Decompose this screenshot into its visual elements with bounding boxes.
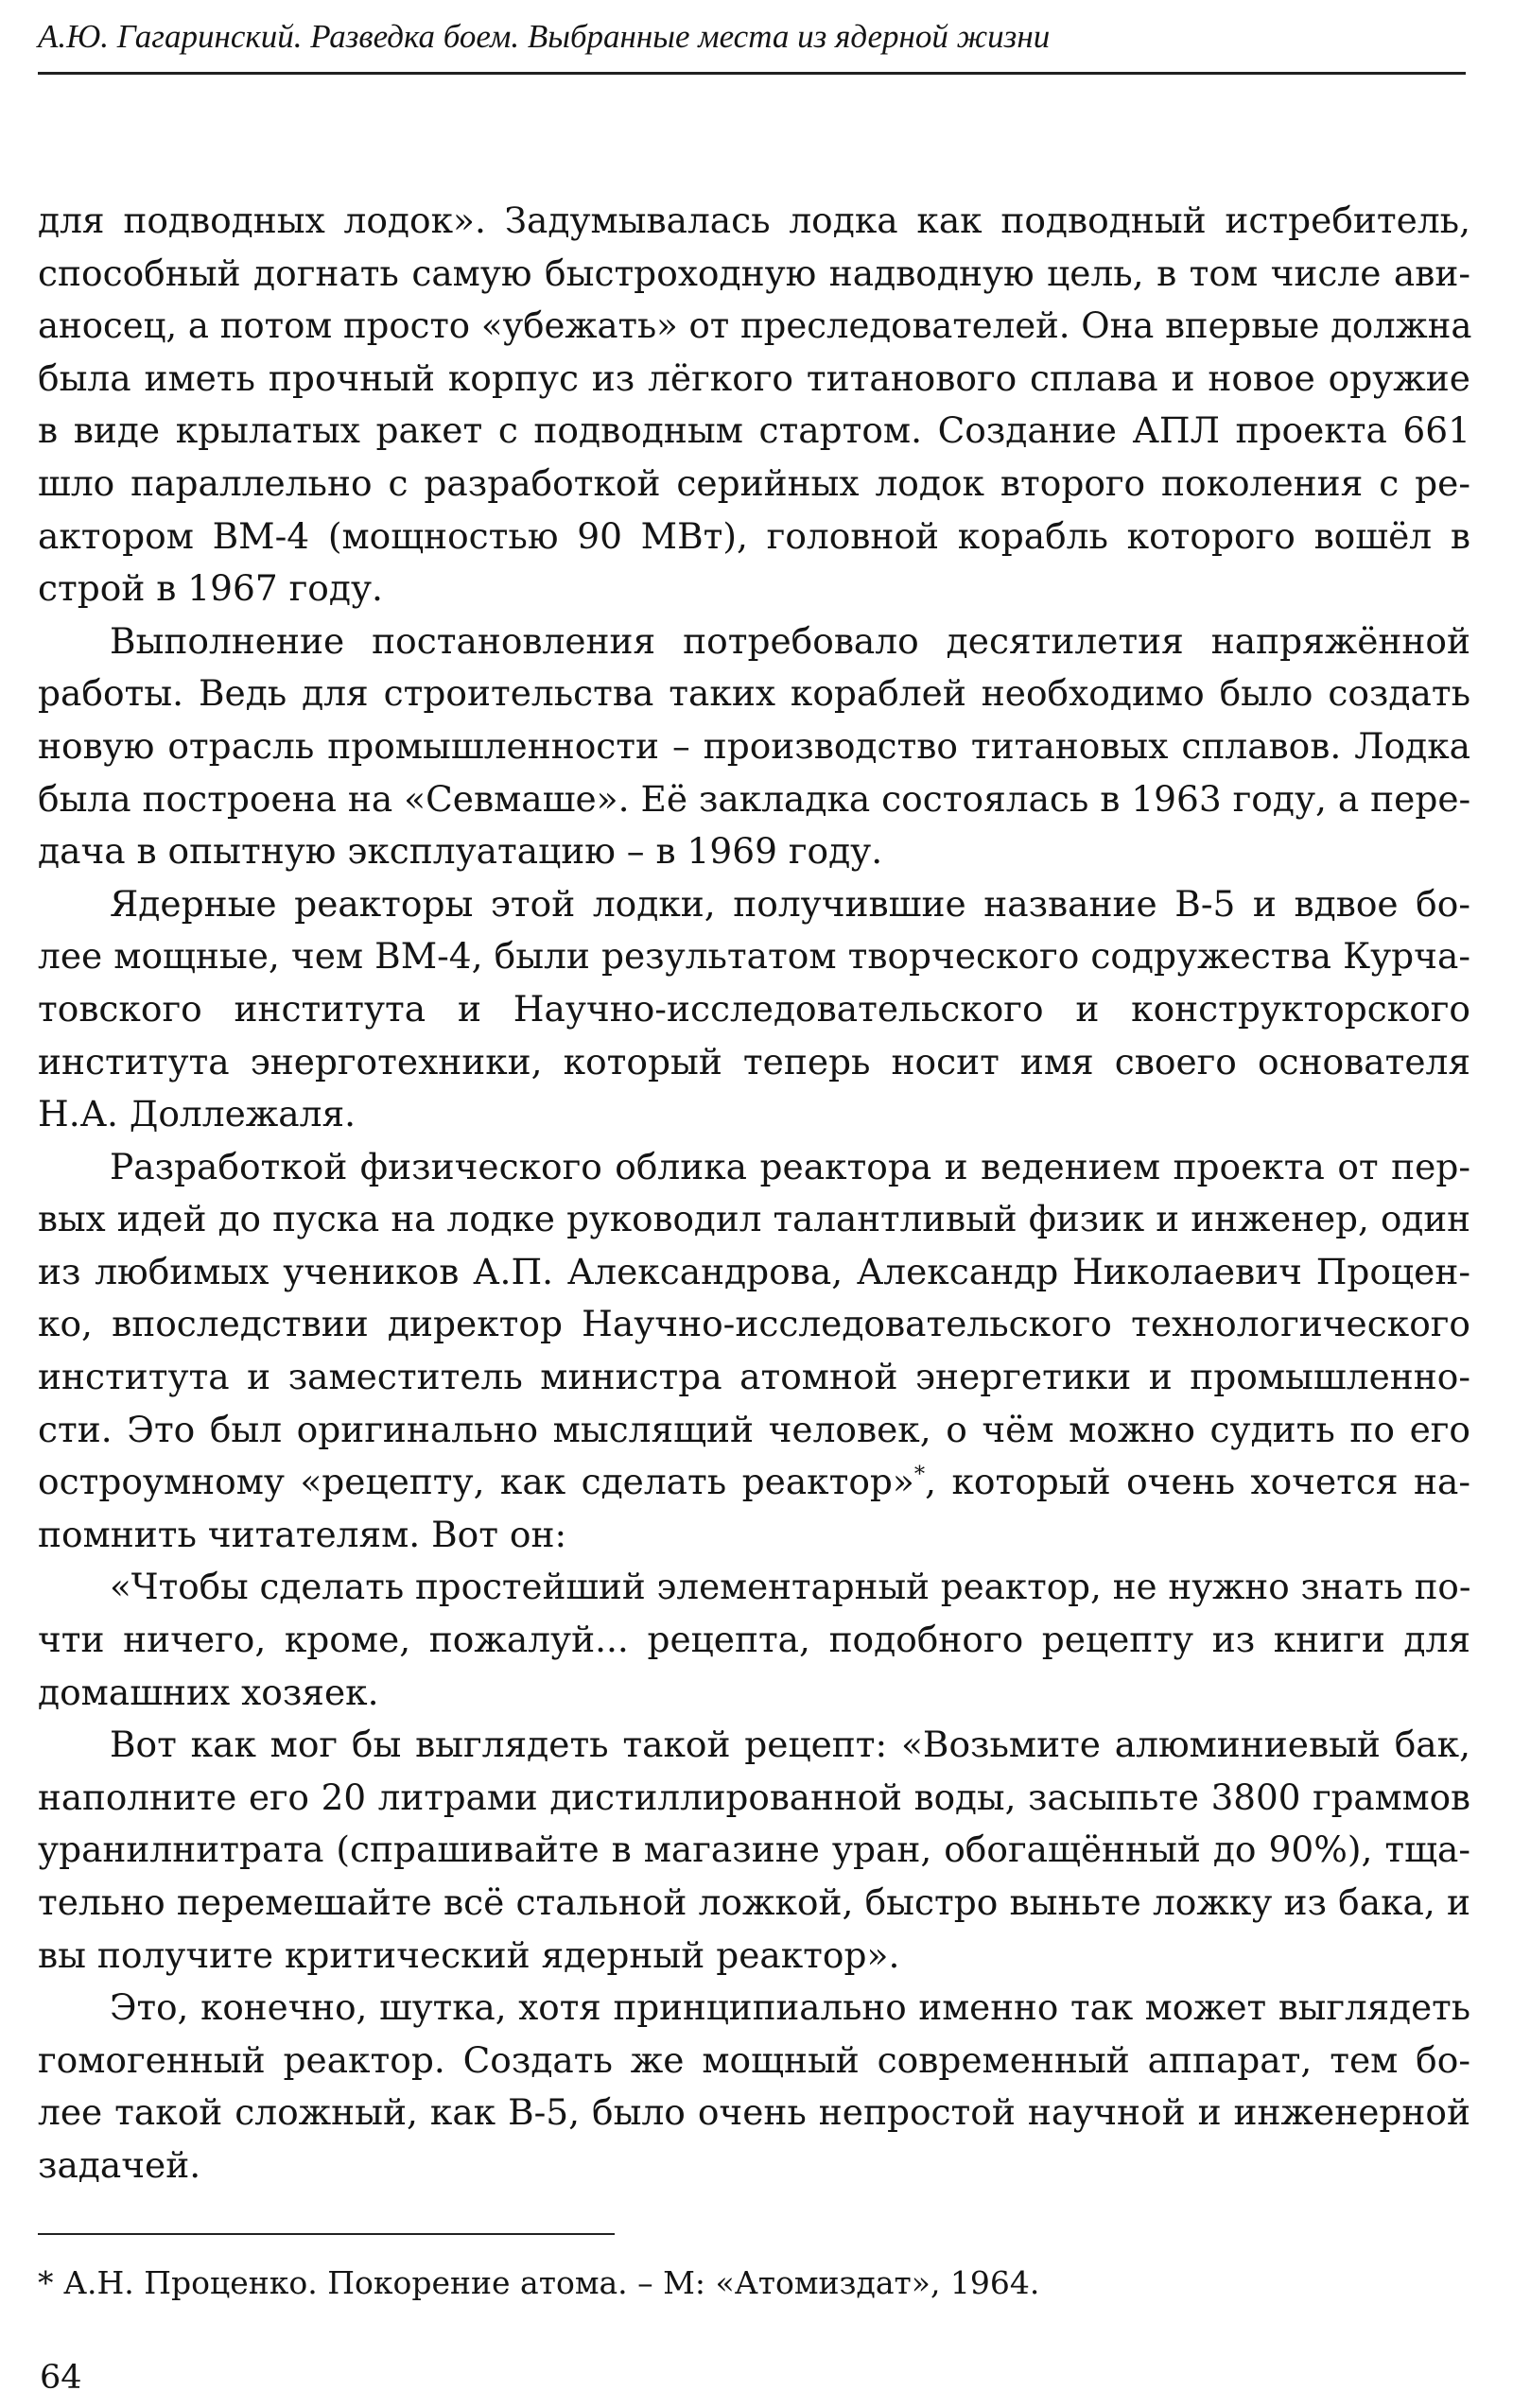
text-line-content: помнить читателям. Вот он:	[38, 1513, 567, 1555]
text-line	[38, 930, 1470, 983]
text-line	[38, 615, 1470, 668]
text-line	[38, 1141, 1470, 1194]
text-line	[38, 2035, 1470, 2088]
text-line	[38, 1404, 1470, 1457]
text-line-content: новую отрасль промышленности – производство титановых сплавов. Лодка	[38, 724, 1470, 767]
page-number: 64	[40, 2359, 82, 2397]
header-rule	[38, 72, 1466, 75]
body-text	[38, 195, 1470, 2192]
text-line-content: Выполнение постановления потребовало десятилетия напряжённой	[110, 619, 1470, 662]
text-line	[38, 1824, 1470, 1877]
text-line	[38, 2087, 1470, 2139]
text-line-content: аносец, а потом просто «убежать» от преследователей. Она впервые должна	[38, 305, 1472, 347]
text-line	[38, 1930, 1470, 1983]
text-line	[38, 511, 1470, 563]
text-line	[38, 1667, 1470, 1720]
text-line	[38, 1877, 1470, 1930]
text-line-content: была иметь прочный корпус из лёгкого титанового сплава и новое оружие	[38, 356, 1470, 399]
text-line-content: строй в 1967 году.	[38, 567, 383, 610]
text-line-content: остроумному «рецепту, как сделать реактор»	[38, 1461, 914, 1503]
text-line	[38, 2139, 1470, 2192]
text-line-content: вы получите критический ядерный реактор».	[38, 1933, 900, 1976]
text-line-content: домашних хозяек.	[38, 1671, 379, 1713]
text-line	[38, 1614, 1470, 1667]
text-line-content: ко, впоследствии директор Научно-исследовательского технологического	[38, 1303, 1470, 1345]
footnote-reference: *	[913, 1462, 926, 1487]
text-line-content: лее такой сложный, как В-5, было очень непростой научной и инженерной	[38, 2091, 1470, 2134]
text-line-content: Н.А. Доллежаля.	[38, 1093, 357, 1135]
text-line	[38, 1036, 1470, 1089]
text-line	[38, 1246, 1470, 1299]
footnote-rule	[38, 2233, 615, 2235]
text-line	[38, 1088, 1470, 1141]
text-line-content: чти ничего, кроме, пожалуй... рецепта, подобного рецепту из книги для	[38, 1619, 1470, 1661]
footnote-text: А.Н. Проценко. Покорение атома. – М: «Атомиздат», 1964.	[63, 2264, 1040, 2301]
text-line-content: в виде крылатых ракет с подводным стартом. Создание АПЛ проекта 661	[38, 409, 1470, 452]
text-line-content: товского института и Научно-исследовательского и конструкторского	[38, 987, 1470, 1030]
text-line-content: уранилнитрата (спрашивайте в магазине уран, обогащённый до 90%), тща-	[38, 1828, 1470, 1871]
text-line-content: института и заместитель министра атомной энергетики и промышленно-	[38, 1356, 1470, 1398]
text-line	[38, 1982, 1470, 2035]
footnote	[38, 2260, 1039, 2307]
text-line	[38, 773, 1470, 826]
text-line	[38, 405, 1470, 458]
text-line	[38, 1772, 1470, 1825]
text-line-continuation: , который очень хочется на-	[925, 1461, 1470, 1503]
text-line-content: института энерготехники, который теперь носит имя своего основателя	[38, 1040, 1470, 1083]
text-line-content: Разработкой физического облика реактора и ведением проекта от пер-	[110, 1145, 1470, 1187]
text-line	[38, 667, 1470, 720]
text-line-content: Вот как мог бы выглядеть такой рецепт: «Возьмите алюминиевый бак,	[110, 1724, 1470, 1766]
text-line	[38, 563, 1470, 615]
text-line	[38, 300, 1470, 353]
text-line-content: гомогенный реактор. Создать же мощный современный аппарат, тем бо-	[38, 2038, 1470, 2081]
text-line-content: «Чтобы сделать простейший элементарный реактор, не нужно знать по-	[110, 1566, 1471, 1608]
footnote-marker: *	[38, 2264, 54, 2301]
text-line-content: вых идей до пуска на лодке руководил талантливый физик и инженер, один	[38, 1198, 1470, 1240]
text-line	[38, 1561, 1470, 1614]
text-line	[38, 1351, 1470, 1404]
text-line-content: для подводных лодок». Задумывалась лодка как подводный истребитель,	[38, 199, 1470, 241]
text-line-content: была построена на «Севмаше». Её закладка состоялась в 1963 году, а пере-	[38, 777, 1471, 820]
text-line-content: наполните его 20 литрами дистиллированной воды, засыпьте 3800 граммов	[38, 1776, 1470, 1818]
text-line-content: способный догнать самую быстроходную надводную цель, в том числе ави-	[38, 251, 1470, 294]
text-line	[38, 720, 1470, 773]
text-line-content: Ядерные реакторы этой лодки, получившие название В-5 и вдвое бо-	[110, 882, 1470, 925]
text-line-content: дача в опытную эксплуатацию – в 1969 году.	[38, 830, 883, 873]
text-line-content: тельно перемешайте всё стальной ложкой, быстро выньте ложку из бака, и	[38, 1881, 1470, 1923]
text-line-content: работы. Ведь для строительства таких кораблей необходимо было создать	[38, 672, 1470, 715]
text-line	[38, 1719, 1470, 1772]
text-line	[38, 195, 1470, 248]
text-line-content: актором ВМ-4 (мощностью 90 МВт), головной корабль которого вошёл в	[38, 514, 1470, 557]
text-line-content: из любимых учеников А.П. Александрова, Александр Николаевич Процен-	[38, 1250, 1470, 1292]
text-line-content: лее мощные, чем ВМ-4, были результатом творческого содружества Курча-	[38, 935, 1470, 978]
text-line	[38, 1193, 1470, 1246]
text-line	[38, 983, 1470, 1036]
text-line	[38, 825, 1470, 878]
text-line-content: шло параллельно с разработкой серийных лодок второго поколения с ре-	[38, 461, 1470, 504]
text-line	[38, 458, 1470, 511]
text-line	[38, 353, 1470, 406]
running-header: А.Ю. Гагаринский. Разведка боем. Выбранные места из ядерной жизни	[38, 18, 1051, 55]
text-line-content: Это, конечно, шутка, хотя принципиально именно так может выглядеть	[110, 1986, 1470, 2029]
text-line-content: сти. Это был оригинально мыслящий человек, о чём можно судить по его	[38, 1408, 1470, 1450]
text-line	[38, 1298, 1470, 1351]
text-line	[38, 248, 1470, 301]
text-line	[38, 1509, 1470, 1562]
text-line-content: задачей.	[38, 2143, 201, 2186]
text-line	[38, 1456, 1470, 1509]
text-line	[38, 878, 1470, 931]
